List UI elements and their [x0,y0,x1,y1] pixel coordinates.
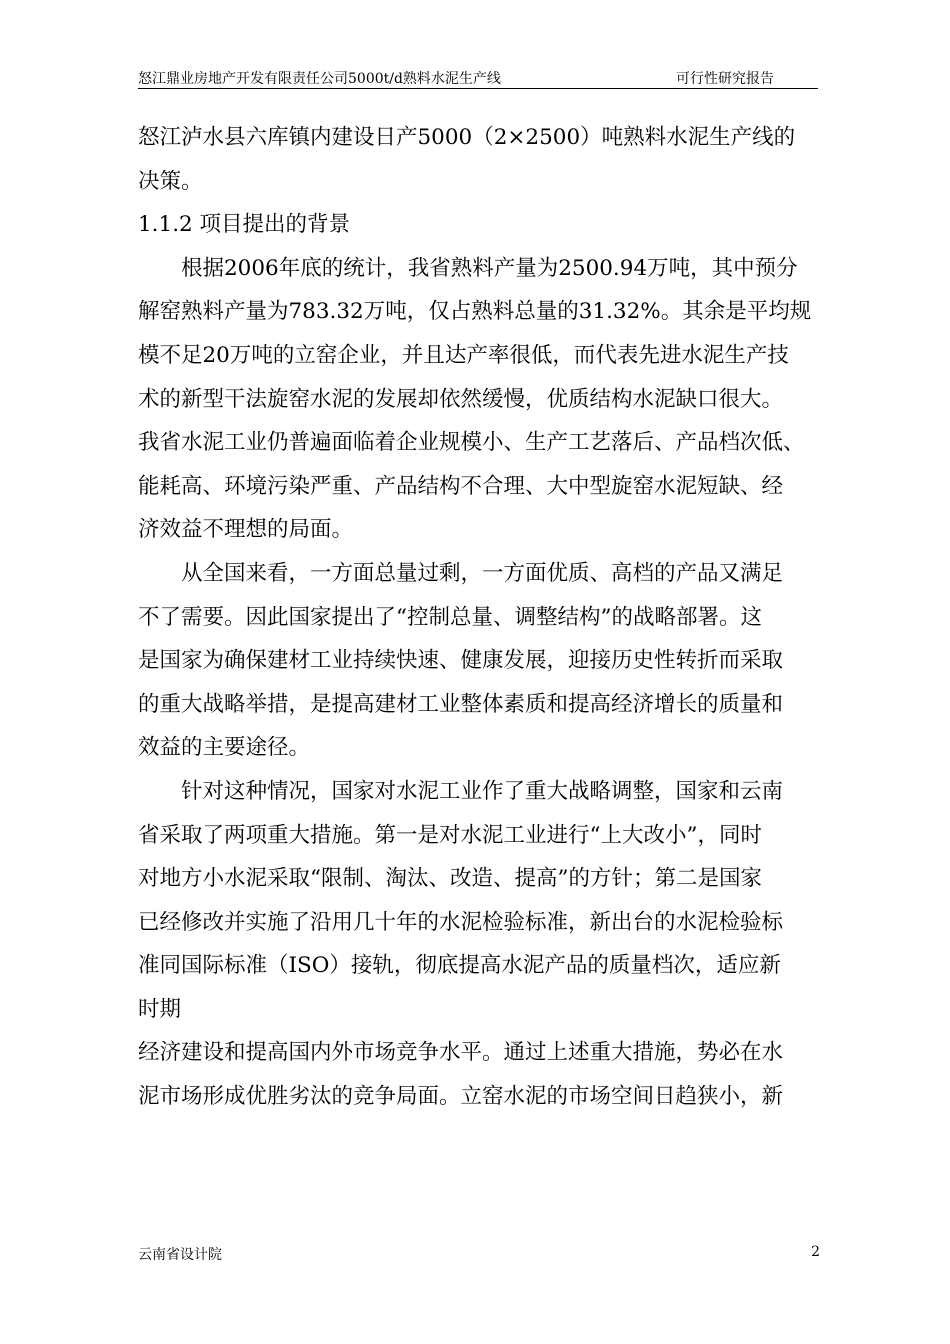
header-company-title: 怒江鼎业房地产开发有限责任公司5000t/d熟料水泥生产线 [138,71,501,87]
text-line: 模不足20万吨的立窑企业，并且达产率很低，而代表先进水泥生产技 [138,342,789,368]
text-line: 我省水泥工业仍普遍面临着企业规模小、生产工艺落后、产品档次低、 [138,430,805,456]
text-line: 决策。 [138,168,203,194]
page-header [138,66,818,89]
paragraph-first-line: 从全国来看，一方面总量过剩，一方面优质、高档的产品又满足 [181,560,784,586]
page-number: 2 [811,1244,820,1260]
text-line: 泥市场形成优胜劣汰的竞争局面。立窑水泥的市场空间日趋狭小，新 [138,1084,784,1110]
document-body [138,116,828,1119]
text-line: 的重大战略举措，是提高建材工业整体素质和提高经济增长的质量和 [138,691,784,717]
text-line: 已经修改并实施了沿用几十年的水泥检验标准，新出台的水泥检验标 [138,909,784,935]
text-line: 经济建设和提高国内外市场竞争水平。通过上述重大措施，势必在水 [138,1040,784,1066]
paragraph-first-line: 根据2006年底的统计，我省熟料产量为2500.94万吨，其中预分 [181,255,798,281]
text-line: 解窑熟料产量为783.32万吨，仅占熟料总量的31.32%。其余是平均规 [138,299,812,325]
text-line: 时期 [138,996,182,1022]
page-footer [138,1244,820,1264]
header-report-type: 可行性研究报告 [676,71,774,87]
text-line: 对地方小水泥采取“限制、淘汰、改造、提高”的方针；第二是国家 [138,866,762,892]
text-line: 能耗高、环境污染严重、产品结构不合理、大中型旋窑水泥短缺、经 [138,473,784,499]
text-line: 怒江泸水县六库镇内建设日产5000（2×2500）吨熟料水泥生产线的 [138,125,796,150]
text-line: 济效益不理想的局面。 [138,517,354,543]
text-line: 是国家为确保建材工业持续快速、健康发展，迎接历史性转折而采取 [138,648,784,674]
text-line: 不了需要。因此国家提出了“控制总量、调整结构”的战略部署。这 [138,604,762,630]
footer-organization: 云南省设计院 [138,1247,222,1263]
paragraph-first-line: 针对这种情况，国家对水泥工业作了重大战略调整，国家和云南 [181,778,784,804]
section-heading: 1.1.2 项目提出的背景 [138,212,351,238]
text-line: 省采取了两项重大措施。第一是对水泥工业进行“上大改小”，同时 [138,822,762,848]
text-line: 效益的主要途径。 [138,735,311,761]
text-line: 术的新型干法旋窑水泥的发展却依然缓慢，优质结构水泥缺口很大。 [138,386,784,412]
text-line: 准同国际标准（ISO）接轨，彻底提高水泥产品的质量档次，适应新 [138,953,781,979]
